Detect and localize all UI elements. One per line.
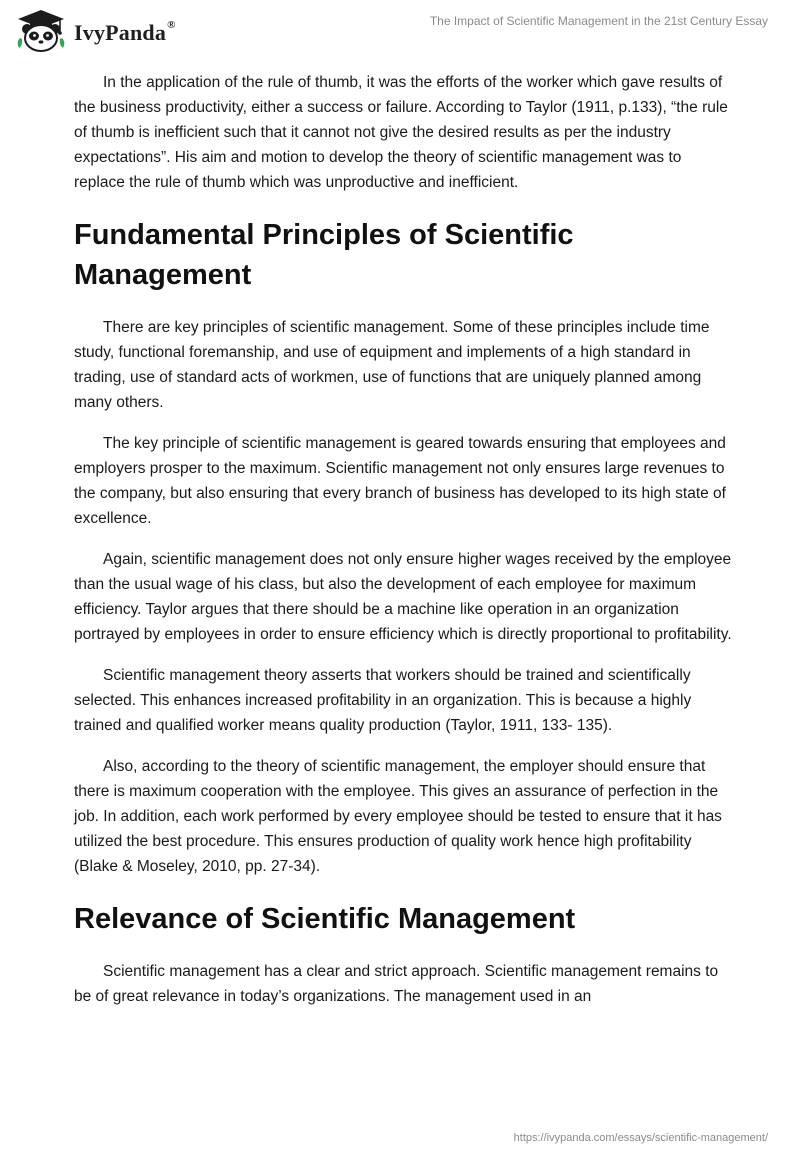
section-heading: Relevance of Scientific Management — [74, 903, 576, 935]
paragraph: In the application of the rule of thumb, it was the efforts of the worker which gave results of the business productivity, either a success or failure. According to Taylor (1911, p.133), “the rule of thumb is inefficient such that it cannot not give the desired results as per the industry expectations”. His aim and motion to develop the theory of scientific management was to replace the rule of thumb which was unproductive and inefficient. — [74, 74, 728, 191]
document-title: The Impact of Scientific Management in the 21st Century Essay — [429, 14, 768, 28]
panda-graduate-icon — [14, 8, 68, 54]
source-url[interactable]: https://ivypanda.com/essays/scientific-management/ — [513, 1132, 768, 1144]
paragraph: Also, according to the theory of scientific management, the employer should ensure that there is maximum cooperation with the employee. This gives an assurance of perfection in the job. In addition, each work performed by every employee should be tested to ensure that it has utilized the best procedure. This ensures production of quality work hence high profitability (Blake & Moseley, 2010, pp. 27-34). — [74, 758, 722, 875]
ivypanda-logo[interactable] — [14, 8, 176, 54]
section-heading: Fundamental Principles of Scientific Management — [74, 219, 574, 291]
essay-content — [74, 70, 734, 1025]
logo-text: IvyPanda® — [74, 18, 176, 45]
page-header — [0, 0, 800, 64]
paragraph: There are key principles of scientific management. Some of these principles include time study, functional foremanship, and use of equipment and implements of a high standard in trading, use of standard acts of workmen, use of functions that are uniquely planned among many others. — [74, 319, 710, 411]
paragraph: The key principle of scientific management is geared towards ensuring that employees and employers prosper to the maximum. Scientific management not only ensures large revenues to the company, but also ensuring that every branch of business has developed to its high state of excellence. — [74, 435, 726, 527]
paragraph: Scientific management has a clear and strict approach. Scientific management remains to be of great relevance in today’s organizations. The management used in an — [74, 963, 719, 1005]
paragraph: Again, scientific management does not only ensure higher wages received by the employee than the usual wage of his class, but also the development of each employee for maximum efficiency. Taylor argues that there should be a machine like operation in an organization portrayed by employees in order to ensure efficiency which is directly proportional to profitability. — [74, 551, 732, 643]
paragraph: Scientific management theory asserts that workers should be trained and scientifically selected. This enhances increased profitability in an organization. This is because a highly trained and qualified worker means quality production (Taylor, 1911, 133- 135). — [74, 667, 692, 734]
